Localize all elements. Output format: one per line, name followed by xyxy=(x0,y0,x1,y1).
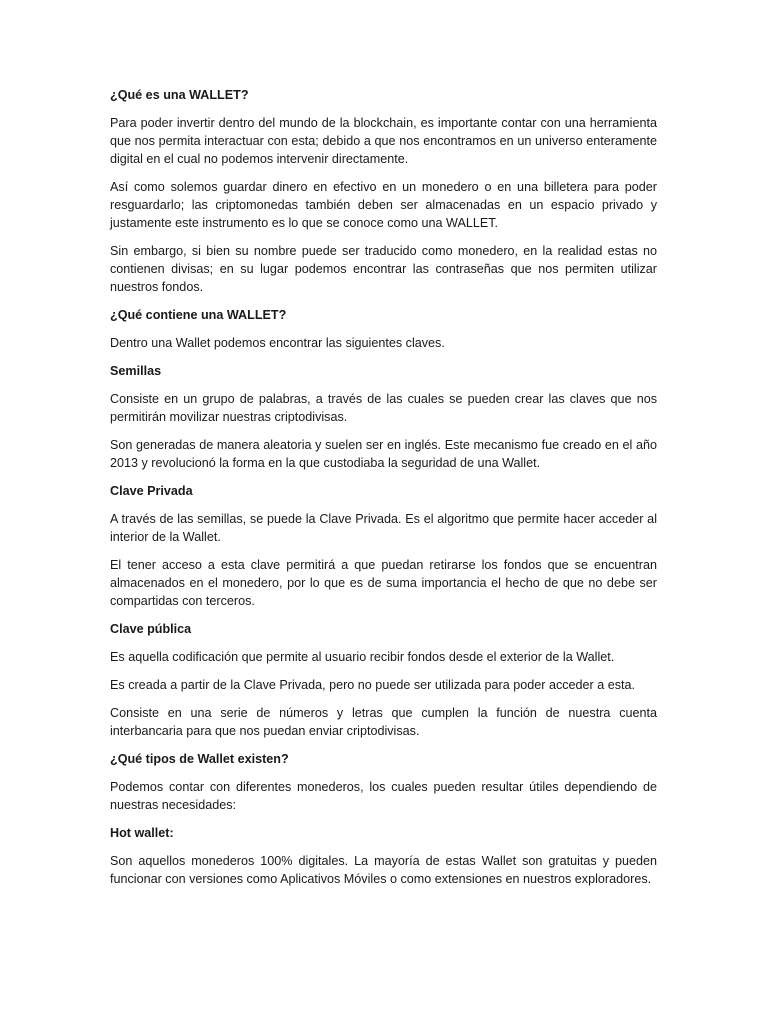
paragraph: Para poder invertir dentro del mundo de la blockchain, es importante contar con una herramienta que nos permita interactuar con esta; debido a que nos encontramos en un universo enteramente digital en el cual no podemos intervenir directamente. xyxy=(110,116,657,166)
heading-clave-publica: Clave pública xyxy=(110,622,192,636)
paragraph: Podemos contar con diferentes monederos, los cuales pueden resultar útiles dependiendo de nuestras necesidades: xyxy=(110,780,657,812)
paragraph: Así como solemos guardar dinero en efectivo en un monedero o en una billetera para poder resguardarlo; las criptomonedas también deben ser almacenadas en un espacio privado y justamente este instrumento es lo que se conoce como una WALLET. xyxy=(110,180,657,230)
paragraph: Consiste en una serie de números y letras que cumplen la función de nuestra cuenta interbancaria para que nos puedan enviar criptodivisas. xyxy=(110,706,657,738)
heading-que-es-wallet: ¿Qué es una WALLET? xyxy=(110,88,249,102)
heading-hot-wallet: Hot wallet: xyxy=(110,826,174,840)
document-page xyxy=(110,86,657,898)
paragraph: Consiste en un grupo de palabras, a través de las cuales se pueden crear las claves que nos permitirán movilizar nuestras criptodivisas. xyxy=(110,392,657,424)
paragraph: Es creada a partir de la Clave Privada, pero no puede ser utilizada para poder acceder a esta. xyxy=(110,678,636,692)
paragraph: El tener acceso a esta clave permitirá a que puedan retirarse los fondos que se encuentran almacenados en el monedero, por lo que es de suma importancia el hecho de que no debe ser compartidas con terceros. xyxy=(110,558,657,608)
paragraph: Son generadas de manera aleatoria y suelen ser en inglés. Este mecanismo fue creado en el año 2013 y revolucionó la forma en la que custodiaba la seguridad de una Wallet. xyxy=(110,438,657,470)
paragraph: A través de las semillas, se puede la Clave Privada. Es el algoritmo que permite hacer acceder al interior de la Wallet. xyxy=(110,512,657,544)
heading-tipos-de-wallet: ¿Qué tipos de Wallet existen? xyxy=(110,752,289,766)
paragraph: Sin embargo, si bien su nombre puede ser traducido como monedero, en la realidad estas no contienen divisas; en su lugar podemos encontrar las contraseñas que nos permiten utilizar nuestros fondos. xyxy=(110,244,657,294)
heading-semillas: Semillas xyxy=(110,364,162,378)
paragraph: Son aquellos monederos 100% digitales. La mayoría de estas Wallet son gratuitas y pueden funcionar con versiones como Aplicativos Móviles o como extensiones en nuestros exploradores. xyxy=(110,854,657,886)
paragraph: Dentro una Wallet podemos encontrar las siguientes claves. xyxy=(110,336,445,350)
paragraph: Es aquella codificación que permite al usuario recibir fondos desde el exterior de la Wallet. xyxy=(110,650,615,664)
heading-que-contiene-wallet: ¿Qué contiene una WALLET? xyxy=(110,308,287,322)
heading-clave-privada: Clave Privada xyxy=(110,484,193,498)
